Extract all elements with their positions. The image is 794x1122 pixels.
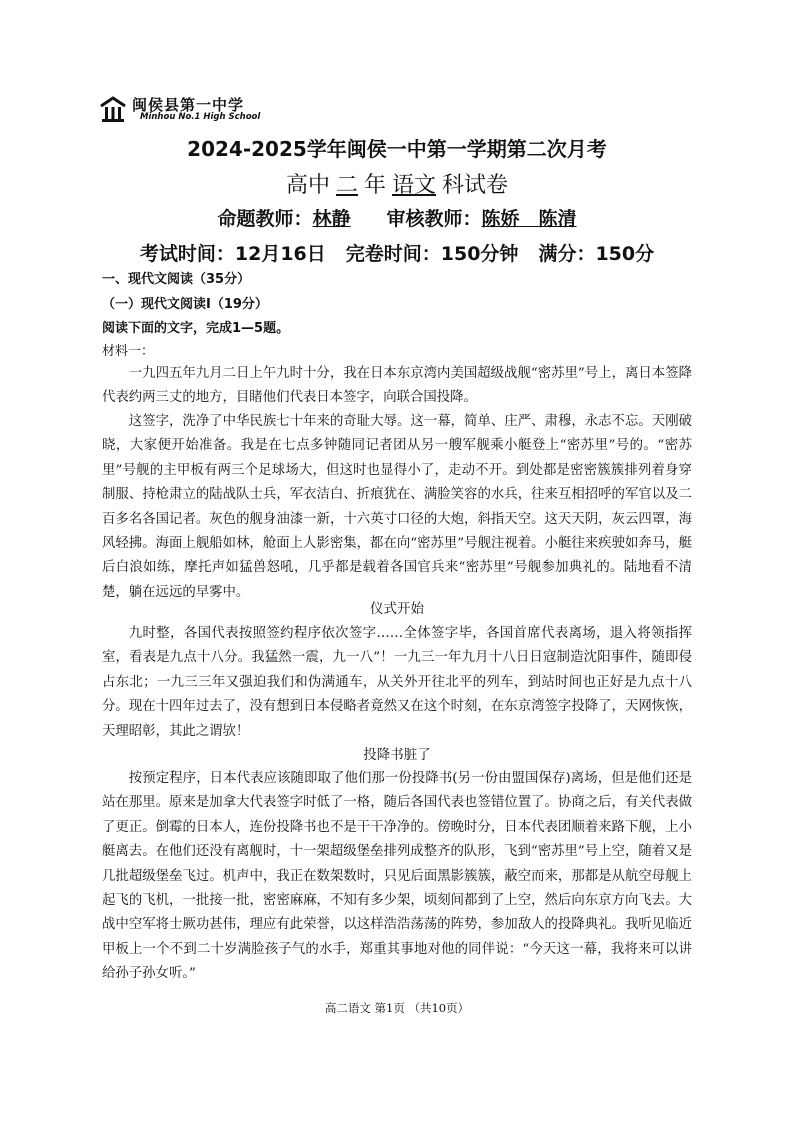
setter-label: 命题教师： xyxy=(217,208,313,230)
reading-instruction: 阅读下面的文字，完成1—5题。 xyxy=(102,321,290,336)
exam-info-line xyxy=(0,239,794,266)
school-logo xyxy=(98,94,278,126)
subheading-dirty-instrument: 投降书脏了 xyxy=(363,747,431,763)
school-name-cn: 闽侯县第一中学 xyxy=(132,96,245,114)
reviewer-label: 审核教师： xyxy=(386,208,482,230)
subtitle-part-c: 科试卷 xyxy=(442,173,509,198)
material-label: 材料一： xyxy=(102,344,155,359)
exam-subtitle xyxy=(0,168,794,199)
subtitle-part-b: 年 xyxy=(363,173,386,198)
page-footer: 高二语文 第1页 （共10页） xyxy=(324,1001,470,1015)
paragraph-1: 一九四五年九月二日上午九时十分，我在日本东京湾内美国超级战舰“密苏里”号上，离日本签降代表约两三丈的地方，目睹他们代表日本签字，向联合国投降。 xyxy=(102,366,692,406)
subtitle-part-a: 高中 xyxy=(285,173,330,198)
setter-name: 林静 xyxy=(312,208,351,230)
teachers-line xyxy=(0,204,794,231)
section-heading-2: （一）现代文阅读Ⅰ（19分） xyxy=(102,297,268,312)
reviewer-names: 陈娇 陈清 xyxy=(481,208,577,230)
exam-duration: 完卷时间：150分钟 xyxy=(345,243,519,265)
paragraph-3: 九时整，各国代表按照签约程序依次签字……全体签字毕，各国首席代表离场，退入将领指挥室，看表是九点十八分。我猛然一震，九一八”！一九三一年九月十八日日寇制造沈阳事件，随即侵占东北；一九三三年又强迫我们和伪满通车，从关外开往北平的列车，到站时间也正好是九点十八分。现在十四年过去了，没有想到日本侵略者竟然又在这个时刻，在东京湾签字投降了，天网恢恢，天理昭彰，其此之谓欤！ xyxy=(102,626,692,739)
school-emblem-icon xyxy=(98,94,128,124)
exam-date: 考试时间：12月16日 xyxy=(139,243,326,265)
grade-value: 二 xyxy=(335,173,358,198)
subject-value: 语文 xyxy=(392,173,437,198)
school-name-en: Minhou No.1 High School xyxy=(140,112,261,122)
paragraph-2: 这签字，洗净了中华民族七十年来的奇耻大辱。这一幕，简单、庄严、肃穆，永志不忘。天刚破晓，大家便开始准备。我是在七点多钟随同记者团从另一艘军舰乘小艇登上“密苏里”号的。“密苏里”号舰的主甲板有两三个足球场大，但这时也显得小了，走动不开。到处都是密密簇簇排列着身穿制服、持枪肃立的陆战队士兵，军衣洁白、折痕犹在、满脸笑容的水兵，往来互相招呼的军官以及二百多名各国记者。灰色的舰身油漆一新，十六英寸口径的大炮，斜指天空。这天天阴，灰云四罩，海风轻拂。海面上舰船如林，舱面上人影密集，都在向“密苏里”号舰注视着。小艇往来疾驶如奔马，艇后白浪如练，摩托声如猛兽怒吼，几乎都是载着各国官兵来“密苏里”号舰参加典礼的。陆地看不清楚，躺在远远的早雾中。 xyxy=(102,414,692,600)
subheading-ceremony-start: 仪式开始 xyxy=(370,601,424,617)
exam-score: 满分：150分 xyxy=(538,243,655,265)
exam-title: 2024-2025学年闽侯一中第一学期第二次月考 xyxy=(187,137,607,161)
paragraph-4: 按预定程序，日本代表应该随即取了他们那一份投降书(另一份由盟国保存)离场，但是他们还是站在那里。原来是加拿大代表签字时低了一格，随后各国代表也签错位置了。协商之后，有关代表做了更正。倒霉的日本人，连份投降书也不是干干净净的。傍晚时分，日本代表团顺着来路下舰，上小艇离去。在他们还没有离舰时，十一架超级堡垒排列成整齐的队形，飞到“密苏里”号上空，随着又是几批超级堡垒飞过。机声中，我正在数架数时，只见后面黑影簇簇，蔽空而来，那都是从航空母舰上起飞的飞机，一批接一批，密密麻麻，不知有多少架，顷刻间都到了上空，然后向东京方向飞去。大战中空军将士厥功甚伟，理应有此荣誉，以这样浩浩荡荡的阵势，参加敌人的投降典礼。我听见临近甲板上一个不到二十岁满脸孩子气的水手，郑重其事地对他的同伴说：“今天这一幕，我将来可以讲给孙子孙女听。” xyxy=(102,771,692,982)
section-heading-1: 一、现代文阅读（35分） xyxy=(102,272,251,287)
